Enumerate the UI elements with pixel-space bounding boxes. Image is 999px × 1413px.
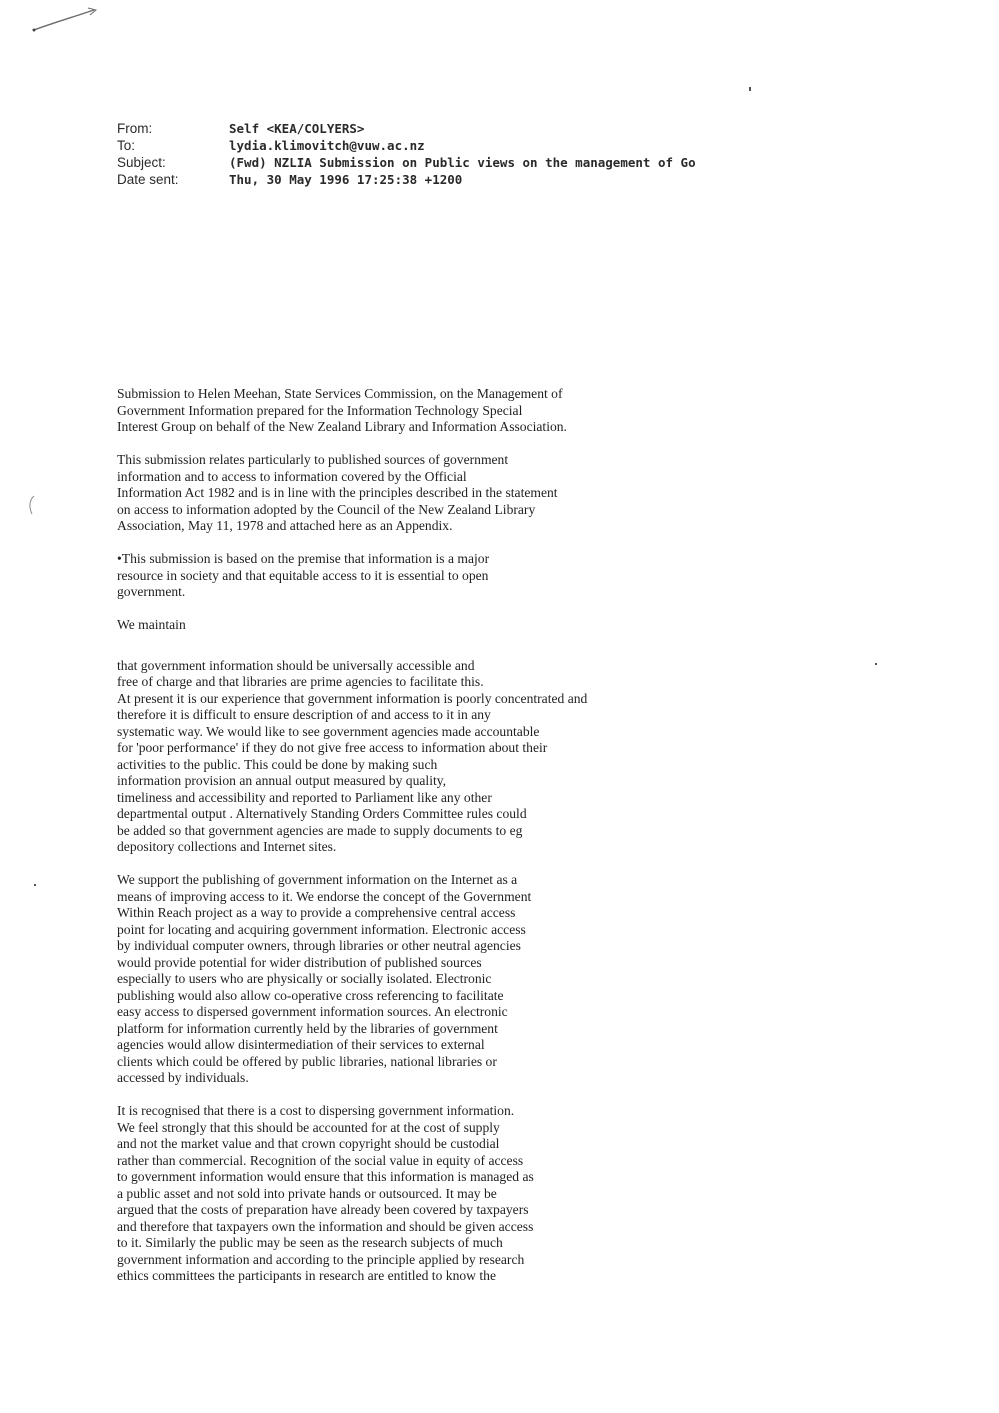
body-paragraph: [117, 658, 637, 856]
paragraph-line: We feel strongly that this should be accounted for at the cost of supply: [117, 1119, 500, 1135]
paragraph-line: and not the market value and that crown copyright should be custodial: [117, 1136, 500, 1151]
scan-mark-icon: [26, 494, 38, 518]
paragraph-line: therefore it is difficult to ensure description of and access to it in any: [117, 707, 491, 722]
paragraph-line: agencies would allow disintermediation of their services to external: [117, 1037, 485, 1052]
paragraph-line: and therefore that taxpayers own the information and should be given access: [117, 1218, 534, 1234]
to-row: [117, 137, 817, 154]
body-paragraph: [117, 872, 637, 1087]
body-paragraph: [117, 617, 637, 634]
paragraph-line: timeliness and accessibility and reported to Parliament like any other: [117, 789, 492, 805]
paragraph-line: We support the publishing of government information on the Internet as a: [117, 872, 518, 887]
paragraph-line: ethics committees the participants in research are entitled to know the: [117, 1268, 496, 1283]
paragraph-line: Information Act 1982 and is in line with the principles described in the statement: [117, 485, 558, 500]
subject-label: Subject:: [117, 155, 166, 170]
paragraph-line: Government Information prepared for the Information Technology Special: [117, 402, 523, 418]
subject-row: [117, 154, 817, 171]
paragraph-line: point for locating and acquiring government information. Electronic access: [117, 921, 526, 937]
from-value: Self <KEA/COLYERS>: [229, 121, 365, 136]
paragraph-line: on access to information adopted by the Council of the New Zealand Library: [117, 501, 536, 517]
paragraph-line: easy access to dispersed government information sources. An electronic: [117, 1004, 508, 1019]
paragraph-line: a public asset and not sold into private hands or outsourced. It may be: [117, 1185, 497, 1201]
body-paragraph: [117, 1103, 637, 1285]
paragraph-line: resource in society and that equitable access to it is essential to open: [117, 567, 489, 583]
paragraph-line: At present it is our experience that government information is poorly concentrated and: [117, 690, 588, 706]
from-row: [117, 120, 817, 137]
paragraph-line: by individual computer owners, through libraries or other neutral agencies: [117, 938, 521, 953]
from-label: From:: [117, 121, 153, 136]
to-label: To:: [117, 138, 136, 153]
paragraph-line: for 'poor performance' if they do not give free access to information about their: [117, 740, 548, 755]
paragraph-line: This submission relates particularly to published sources of government: [117, 452, 509, 467]
paragraph-line: means of improving access to it. We endorse the concept of the Government: [117, 888, 532, 904]
scan-mark-icon: [30, 6, 100, 36]
paragraph-line: be added so that government agencies are made to supply documents to eg: [117, 822, 523, 838]
paragraph-line: to it. Similarly the public may be seen as the research subjects of much: [117, 1235, 503, 1250]
scan-speck: [749, 87, 751, 91]
paragraph-line: Interest Group on behalf of the New Zealand Library and Information Association.: [117, 419, 567, 434]
paragraph-line: clients which could be offered by public libraries, national libraries or: [117, 1053, 497, 1069]
paragraph-line: Submission to Helen Meehan, State Services Commission, on the Management of: [117, 386, 563, 401]
paragraph-line: information and to access to information covered by the Official: [117, 468, 467, 484]
paragraph-line: activities to the public. This could be done by making such: [117, 756, 438, 772]
paragraph-line: publishing would also allow co-operative cross referencing to facilitate: [117, 987, 504, 1003]
paragraph-line: rather than commercial. Recognition of the social value in equity of access: [117, 1152, 524, 1168]
email-body: [117, 386, 637, 1301]
paragraph-line: We maintain: [117, 617, 186, 632]
scan-speck: [875, 663, 877, 665]
paragraph-line: depository collections and Internet sites.: [117, 839, 337, 854]
subject-value: (Fwd) NZLIA Submission on Public views on the management of Go: [229, 155, 696, 170]
paragraph-line: It is recognised that there is a cost to dispersing government information.: [117, 1103, 515, 1118]
paragraph-line: information provision an annual output measured by quality,: [117, 773, 447, 788]
date-value: Thu, 30 May 1996 17:25:38 +1200: [229, 172, 463, 187]
date-label: Date sent:: [117, 172, 179, 187]
paragraph-line: Association, May 11, 1978 and attached here as an Appendix.: [117, 518, 453, 533]
paragraph-line: systematic way. We would like to see government agencies made accountable: [117, 723, 540, 739]
paragraph-line: platform for information currently held by the libraries of government: [117, 1020, 498, 1036]
paragraph-line: that government information should be universally accessible and: [117, 657, 475, 673]
paragraph-line: •This submission is based on the premise that information is a major: [117, 551, 490, 566]
paragraph-line: to government information would ensure that this information is managed as: [117, 1169, 534, 1184]
paragraph-line: would provide potential for wider distribution of published sources: [117, 954, 482, 970]
paragraph-line: especially to users who are physically or socially isolated. Electronic: [117, 971, 492, 986]
paragraph-line: Within Reach project as a way to provide a comprehensive central access: [117, 905, 516, 920]
email-header: [117, 120, 817, 188]
body-paragraph: [117, 386, 637, 436]
paragraph-line: free of charge and that libraries are prime agencies to facilitate this.: [117, 674, 484, 689]
paragraph-line: government information and according to the principle applied by research: [117, 1251, 525, 1267]
scan-speck: [34, 884, 36, 886]
paragraph-line: accessed by individuals.: [117, 1070, 249, 1085]
to-value: lydia.klimovitch@vuw.ac.nz: [229, 138, 425, 153]
paragraph-line: government.: [117, 584, 186, 599]
body-paragraph: [117, 551, 637, 601]
date-row: [117, 171, 817, 188]
paragraph-line: argued that the costs of preparation have already been covered by taxpayers: [117, 1202, 529, 1217]
body-paragraph: [117, 452, 637, 535]
paragraph-line: departmental output . Alternatively Standing Orders Committee rules could: [117, 806, 527, 821]
